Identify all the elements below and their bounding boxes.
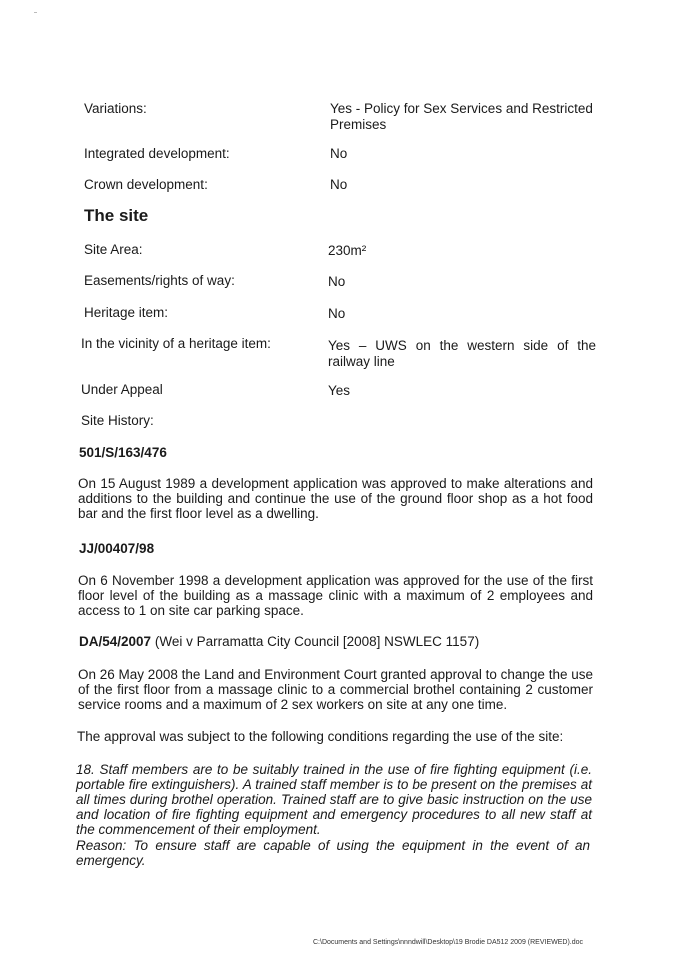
condition-18-reason-block — [76, 838, 590, 868]
integrated-development-label: Integrated development: — [84, 146, 230, 161]
history-ref-3: DA/54/2007 — [79, 634, 152, 649]
site-area-label: Site Area: — [84, 242, 143, 257]
scan-mark — [34, 12, 37, 13]
site-history-label: Site History: — [81, 413, 154, 428]
conditions-intro: The approval was subject to the following conditions regarding the use of the site: — [77, 729, 564, 744]
site-heading: The site — [84, 206, 149, 225]
history-ref-1: 501/S/163/476 — [79, 445, 167, 460]
crown-development-value: No — [330, 177, 348, 192]
heritage-vicinity-label: In the vicinity of a heritage item: — [81, 336, 271, 351]
condition-18-reason: Reason: To ensure staff are capable of using the equipment in the event of an emergency. — [76, 838, 590, 868]
site-area-value: 230m² — [328, 243, 367, 258]
heritage-vicinity-value: Yes – UWS on the western side of the railway line — [328, 338, 596, 369]
variations-value: Yes - Policy for Sex Services and Restricted Premises — [330, 101, 593, 132]
easements-label: Easements/rights of way: — [84, 273, 235, 288]
history-ref-2: JJ/00407/98 — [79, 541, 155, 556]
footer-file-path: C:\Documents and Settings\nnndwill\Desktop\19 Brodie DA512 2009 (REVIEWED).doc — [313, 939, 584, 946]
heritage-item-label: Heritage item: — [84, 305, 169, 320]
history-ref-3-note: (Wei v Parramatta City Council [2008] NSWLEC 1157) — [154, 634, 480, 649]
history-text-2: On 6 November 1998 a development application was approved for the use of the first floor level of the building as a massage clinic with a maximum of 2 employees and access to 1 on site car parking space. — [78, 573, 593, 618]
under-appeal-value: Yes — [328, 383, 351, 398]
condition-18-text: 18. Staff members are to be suitably trained in the use of fire fighting equipment (i.e. portable fire extinguishers). A trained staff member is to be present on the premises at all times during brothel operation. Trained staff are to give basic instruction on the use and location of fire fighting equipment and emergency procedures to all new staff at the commencement of their employment. — [76, 762, 592, 837]
variations-label: Variations: — [84, 101, 147, 116]
heritage-item-value: No — [328, 306, 346, 321]
crown-development-label: Crown development: — [84, 177, 208, 192]
easements-value: No — [328, 274, 346, 289]
history-ref-3-line — [79, 634, 479, 649]
history-text-3: On 26 May 2008 the Land and Environment Court granted approval to change the use of the first floor from a massage clinic to a commercial brothel containing 2 customer service rooms and a maximum of 2 sex workers on site at any one time. — [78, 667, 593, 712]
under-appeal-label: Under Appeal — [81, 382, 163, 397]
history-text-1: On 15 August 1989 a development application was approved to make alterations and additions to the building and continue the use of the ground floor shop as a hot food bar and the first floor level as a dwelling. — [78, 476, 593, 521]
integrated-development-value: No — [330, 146, 348, 161]
